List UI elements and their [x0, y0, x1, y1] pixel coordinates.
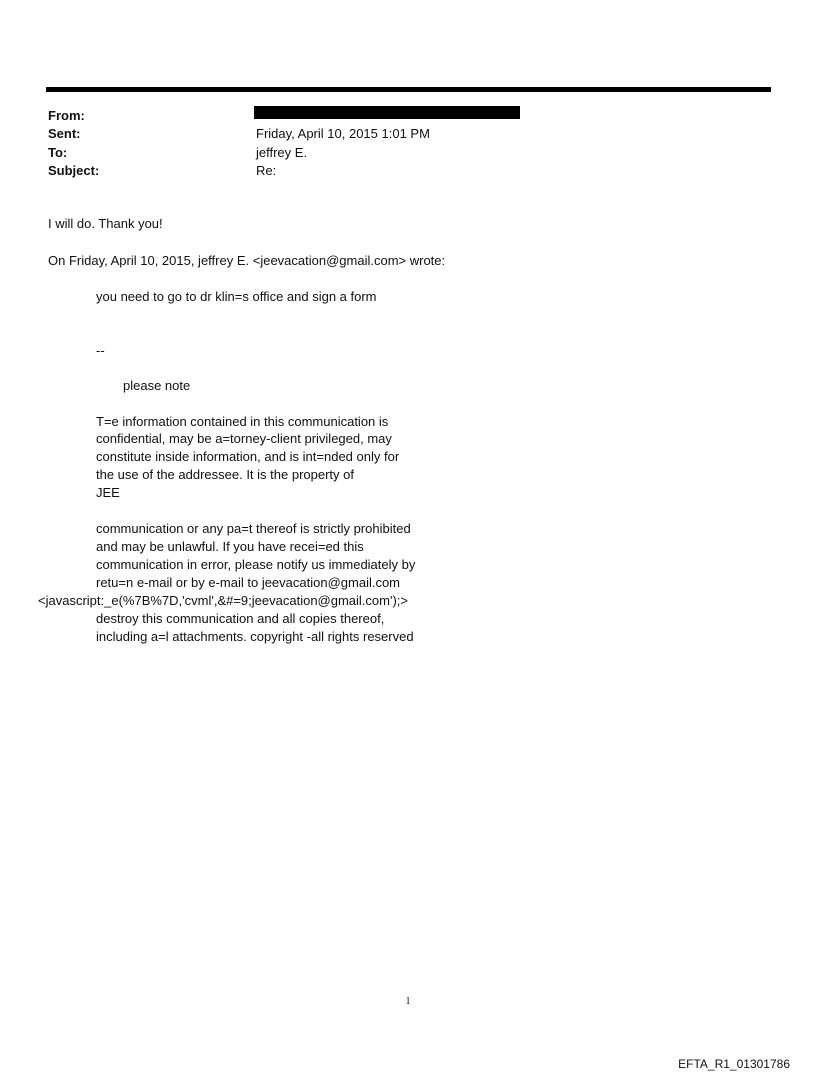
quote-intro: On Friday, April 10, 2015, jeffrey E. <jeevacation@gmail.com> wrote:: [48, 253, 446, 268]
bates-number: EFTA_R1_01301786: [678, 1057, 790, 1071]
disclaimer-line: communication in error, please notify us immediately by: [96, 557, 416, 572]
to-label: To:: [48, 145, 68, 160]
page-number: 1: [405, 996, 411, 1007]
from-label: From:: [48, 108, 85, 123]
quoted-message: you need to go to dr klin=s office and sign a form: [96, 289, 377, 304]
disclaimer-line: and may be unlawful. If you have recei=ed this: [96, 539, 364, 554]
sent-label: Sent:: [48, 126, 81, 141]
disclaimer-line: JEE: [96, 485, 120, 500]
subject-label: Subject:: [48, 163, 100, 178]
javascript-link[interactable]: <javascript:_e(%7B%7D,'cvml',&#=9;jeevacation@gmail.com');>: [38, 593, 408, 608]
redaction-bar: [254, 106, 520, 119]
to-value: jeffrey E.: [256, 145, 308, 160]
reply-text: I will do. Thank you!: [48, 216, 163, 231]
disclaimer-line: communication or any pa=t thereof is strictly prohibited: [96, 521, 411, 536]
subject-value: Re:: [256, 163, 277, 178]
disclaimer-line: destroy this communication and all copies thereof,: [96, 611, 385, 626]
disclaimer-line: the use of the addressee. It is the property of: [96, 467, 354, 482]
disclaimer-line: confidential, may be a=torney-client privileged, may: [96, 431, 392, 446]
header-divider: [46, 87, 771, 92]
disclaimer-line: T=e information contained in this communication is: [96, 414, 389, 429]
disclaimer-line: constitute inside information, and is int=nded only for: [96, 449, 400, 464]
please-note: please note: [123, 378, 191, 393]
disclaimer-line: including a=l attachments. copyright -all rights reserved: [96, 629, 414, 644]
signature-dashes: --: [96, 343, 105, 358]
disclaimer-line: retu=n e-mail or by e-mail to jeevacation@gmail.com: [96, 575, 401, 590]
sent-value: Friday, April 10, 2015 1:01 PM: [256, 126, 430, 141]
